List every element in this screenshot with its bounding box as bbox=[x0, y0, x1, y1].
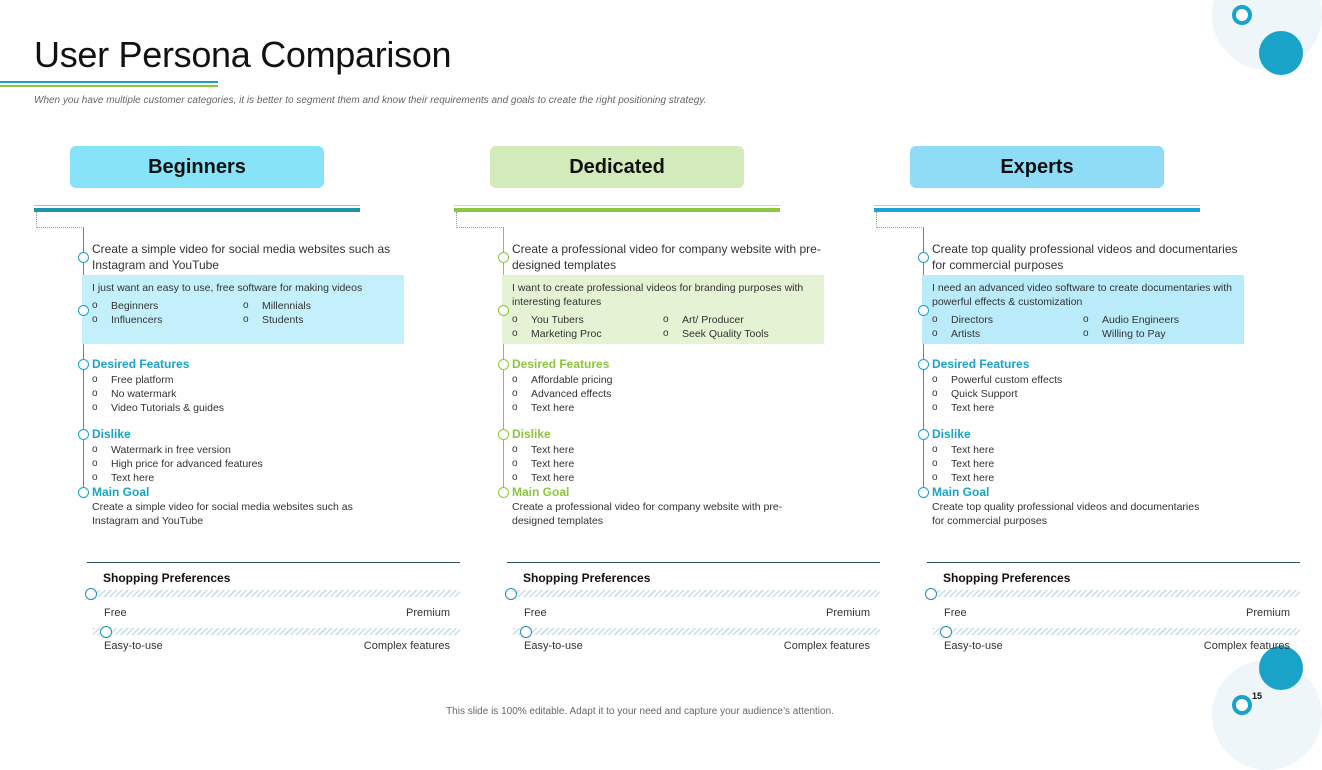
timeline-dot bbox=[78, 487, 89, 498]
panel-list-a bbox=[932, 313, 1083, 341]
list-item: o Directors bbox=[932, 313, 1083, 327]
complexity-slider-right-label: Complex features bbox=[363, 640, 450, 652]
dislike-list bbox=[512, 443, 574, 485]
list-item: o Quick Support bbox=[932, 387, 1062, 401]
page-subtitle: When you have multiple customer categories, it is better to segment them and know their requirements and goals to create the right positioning strategy. bbox=[34, 95, 707, 106]
list-item: o Art/ Producer bbox=[663, 313, 814, 327]
panel-lists bbox=[92, 299, 394, 327]
timeline-dot bbox=[498, 252, 509, 263]
list-item: o You Tubers bbox=[512, 313, 663, 327]
persona-name: Dedicated bbox=[569, 155, 665, 178]
list-item: o Video Tutorials & guides bbox=[92, 401, 224, 415]
list-item: o Advanced effects bbox=[512, 387, 613, 401]
complexity-slider-knob[interactable] bbox=[520, 626, 532, 638]
list-item: o Audio Engineers bbox=[1083, 313, 1234, 327]
persona-name: Experts bbox=[1000, 155, 1074, 178]
desired-features-heading: Desired Features bbox=[932, 357, 1030, 371]
connector-stub bbox=[456, 212, 504, 228]
price-slider-right-label: Premium bbox=[825, 607, 870, 619]
list-item: o Millennials bbox=[243, 299, 394, 313]
price-slider-right-label: Premium bbox=[1245, 607, 1290, 619]
price-slider-left-label: Free bbox=[104, 607, 127, 619]
timeline-dot bbox=[918, 359, 929, 370]
shopping-rule bbox=[927, 562, 1300, 563]
panel-lists bbox=[932, 313, 1234, 341]
timeline-dot bbox=[78, 429, 89, 440]
complexity-slider-left-label: Easy-to-use bbox=[944, 640, 1003, 652]
persona-panel bbox=[502, 275, 824, 344]
shopping-rule bbox=[87, 562, 460, 563]
complexity-slider-left-label: Easy-to-use bbox=[104, 640, 163, 652]
list-item: o Text here bbox=[512, 471, 574, 485]
list-item: o Text here bbox=[512, 443, 574, 457]
dislike-heading: Dislike bbox=[932, 427, 971, 441]
timeline-dot bbox=[918, 487, 929, 498]
dislike-list bbox=[932, 443, 994, 485]
list-item: o No watermark bbox=[92, 387, 224, 401]
complexity-slider-left-label: Easy-to-use bbox=[524, 640, 583, 652]
list-item: o Willing to Pay bbox=[1083, 327, 1234, 341]
persona-column-experts bbox=[874, 0, 1290, 720]
shopping-preferences-heading: Shopping Preferences bbox=[523, 571, 651, 585]
price-slider-knob[interactable] bbox=[85, 588, 97, 600]
list-item: o Beginners bbox=[92, 299, 243, 313]
list-item: o Marketing Proc bbox=[512, 327, 663, 341]
panel-text: I want to create professional videos for branding purposes with interesting features bbox=[512, 282, 804, 308]
complexity-slider-track[interactable] bbox=[513, 628, 880, 635]
desired-features-heading: Desired Features bbox=[92, 357, 190, 371]
complexity-slider-knob[interactable] bbox=[940, 626, 952, 638]
persona-intro: Create top quality professional videos and documentaries for commercial purposes bbox=[932, 242, 1238, 272]
shopping-preferences-heading: Shopping Preferences bbox=[103, 571, 231, 585]
persona-panel bbox=[922, 275, 1244, 344]
panel-list-a bbox=[512, 313, 663, 341]
connector-stub bbox=[36, 212, 84, 228]
panel-list-b bbox=[243, 299, 394, 327]
panel-lists bbox=[512, 313, 814, 341]
panel-list-b bbox=[663, 313, 814, 341]
list-item: o Watermark in free version bbox=[92, 443, 263, 457]
list-item: o Text here bbox=[932, 401, 1062, 415]
main-goal-heading: Main Goal bbox=[932, 485, 990, 499]
panel-text: I just want an easy to use, free software for making videos bbox=[92, 282, 363, 294]
list-item: o Influencers bbox=[92, 313, 243, 327]
price-slider-knob[interactable] bbox=[505, 588, 517, 600]
desired-features-list bbox=[512, 373, 613, 415]
complexity-slider-track[interactable] bbox=[933, 628, 1300, 635]
panel-list-a bbox=[92, 299, 243, 327]
persona-intro: Create a simple video for social media websites such as Instagram and YouTube bbox=[92, 242, 391, 272]
persona-badge bbox=[70, 146, 324, 188]
list-item: o Seek Quality Tools bbox=[663, 327, 814, 341]
persona-intro: Create a professional video for company website with pre-designed templates bbox=[512, 242, 821, 272]
timeline-dot bbox=[498, 429, 509, 440]
list-item: o Text here bbox=[512, 457, 574, 471]
list-item: o Free platform bbox=[92, 373, 224, 387]
timeline-dot bbox=[78, 252, 89, 263]
list-item: o Affordable pricing bbox=[512, 373, 613, 387]
complexity-slider-right-label: Complex features bbox=[783, 640, 870, 652]
price-slider-track[interactable] bbox=[933, 590, 1300, 597]
main-goal-heading: Main Goal bbox=[512, 485, 570, 499]
timeline-dot bbox=[498, 305, 509, 316]
page-number: 15 bbox=[1252, 691, 1263, 701]
footer-note: This slide is 100% editable. Adapt it to your need and capture your audience’s attention. bbox=[446, 706, 834, 717]
list-item: o Students bbox=[243, 313, 394, 327]
complexity-slider-track[interactable] bbox=[93, 628, 460, 635]
main-goal-heading: Main Goal bbox=[92, 485, 150, 499]
panel-text: I need an advanced video software to create documentaries with powerful effects & customization bbox=[932, 282, 1233, 308]
list-item: o Text here bbox=[92, 471, 263, 485]
list-item: o Text here bbox=[932, 443, 994, 457]
timeline-dot bbox=[918, 252, 929, 263]
main-goal-text: Create a professional video for company website with pre-designed templates bbox=[512, 501, 783, 527]
main-goal-text: Create a simple video for social media websites such as Instagram and YouTube bbox=[92, 501, 353, 527]
complexity-slider-knob[interactable] bbox=[100, 626, 112, 638]
persona-column-dedicated bbox=[454, 0, 870, 720]
connector-stub bbox=[876, 212, 924, 228]
desired-features-list bbox=[932, 373, 1062, 415]
list-item: o Powerful custom effects bbox=[932, 373, 1062, 387]
timeline-dot bbox=[918, 305, 929, 316]
page-title: User Persona Comparison bbox=[34, 34, 452, 75]
timeline-dot bbox=[78, 305, 89, 316]
persona-column-beginners bbox=[34, 0, 450, 720]
column-rule-thin bbox=[34, 205, 360, 206]
timeline-dot bbox=[78, 359, 89, 370]
main-goal-text: Create top quality professional videos and documentaries for commercial purposes bbox=[932, 501, 1200, 527]
timeline-dot bbox=[918, 429, 929, 440]
desired-features-list bbox=[92, 373, 224, 415]
list-item: o Text here bbox=[932, 471, 994, 485]
column-rule-thin bbox=[454, 205, 780, 206]
dislike-heading: Dislike bbox=[512, 427, 551, 441]
column-rule-thin bbox=[874, 205, 1200, 206]
dislike-heading: Dislike bbox=[92, 427, 131, 441]
dislike-list bbox=[92, 443, 263, 485]
persona-badge bbox=[490, 146, 744, 188]
shopping-rule bbox=[507, 562, 880, 563]
list-item: o High price for advanced features bbox=[92, 457, 263, 471]
list-item: o Artists bbox=[932, 327, 1083, 341]
timeline-dot bbox=[498, 487, 509, 498]
complexity-slider-right-label: Complex features bbox=[1203, 640, 1290, 652]
desired-features-heading: Desired Features bbox=[512, 357, 610, 371]
panel-list-b bbox=[1083, 313, 1234, 341]
timeline-dot bbox=[498, 359, 509, 370]
price-slider-left-label: Free bbox=[524, 607, 547, 619]
list-item: o Text here bbox=[932, 457, 994, 471]
price-slider-left-label: Free bbox=[944, 607, 967, 619]
price-slider-track[interactable] bbox=[93, 590, 460, 597]
price-slider-right-label: Premium bbox=[405, 607, 450, 619]
price-slider-knob[interactable] bbox=[925, 588, 937, 600]
persona-badge bbox=[910, 146, 1164, 188]
shopping-preferences-heading: Shopping Preferences bbox=[943, 571, 1071, 585]
persona-name: Beginners bbox=[148, 155, 246, 178]
list-item: o Text here bbox=[512, 401, 613, 415]
persona-panel bbox=[82, 275, 404, 344]
price-slider-track[interactable] bbox=[513, 590, 880, 597]
